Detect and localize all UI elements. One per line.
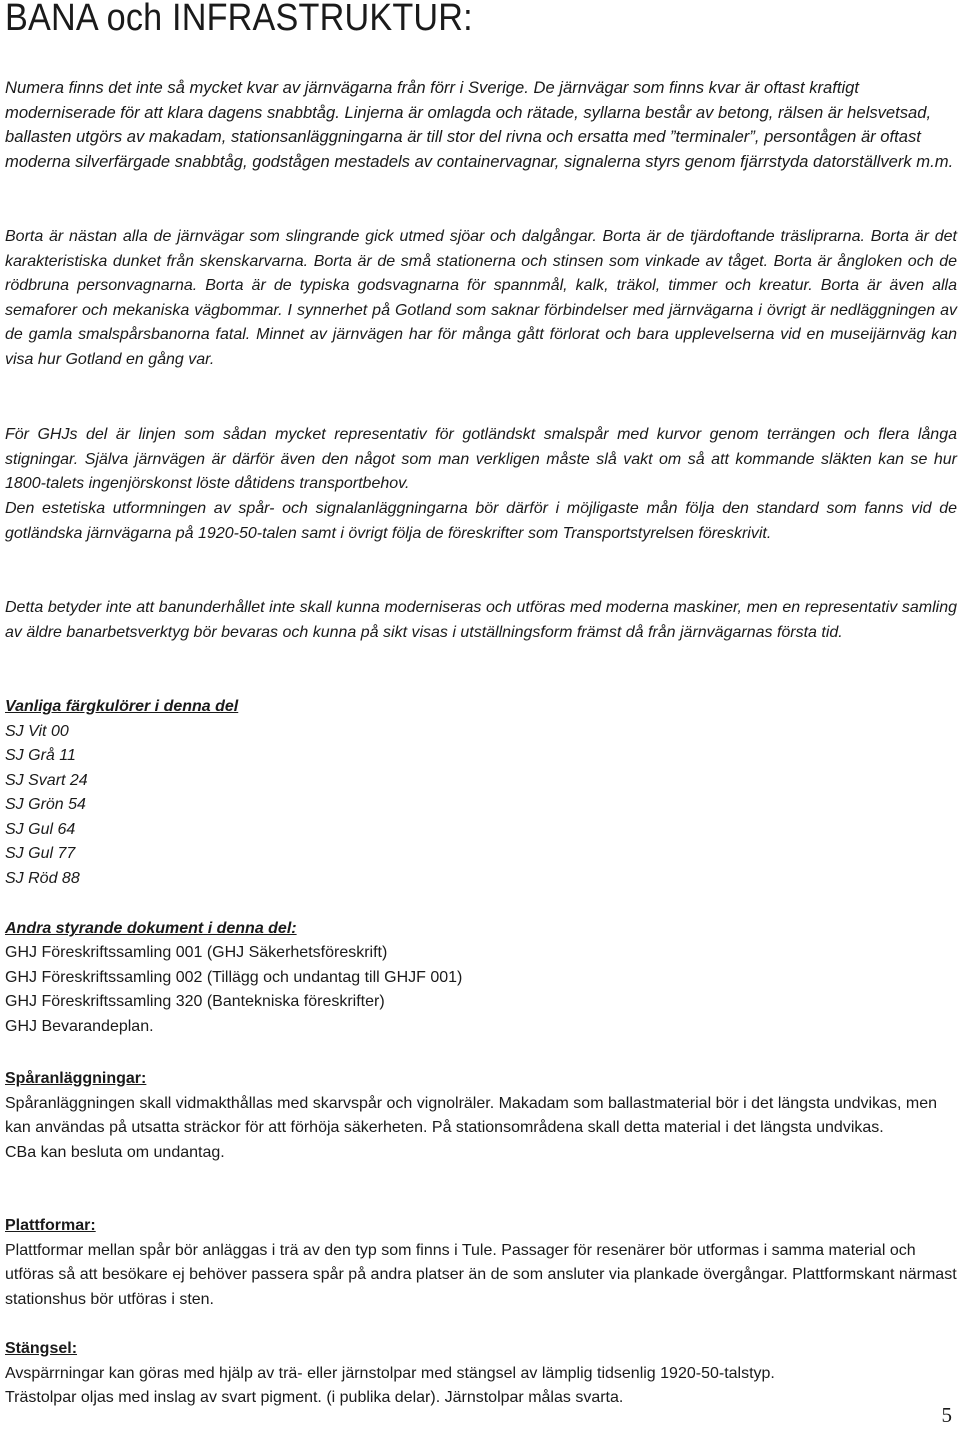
spar-heading: Spåranläggningar: [5, 1070, 147, 1087]
page-number: 5 [941, 1403, 952, 1427]
stangsel-heading: Stängsel: [5, 1340, 78, 1357]
spar-text: Spåranläggningen skall vidmakthållas med skarvspår och vignolräler. Makadam som ballastmaterial bör i det längsta undvikas, men kan användas på utsatta sträckor för att förhöja säkerheten. På stationsområdena skall detta material i det längsta undvikas. [5, 1094, 938, 1136]
ghj-paragraph-1: För GHJs del är linjen som sådan mycket representativ för gotländskt smalspår med kurvor genom terrängen och flera långa stigningar. Själva järnvägen är därför även den något som man verkligen måste slå vakt om så att kommande släkten kan se hur 1800-talets ingenjörskonst löste dåtidens transportbehov. [5, 426, 957, 492]
borta-paragraph: Borta är nästan alla de järnvägar som slingrande gick utmed sjöar och dalgångar. Borta är de tjärdoftande träsliprarna. Borta är det karakteristiska dunket från skenskarvarna. Borta är de små stationerna och stinsen som vinkade av tåget. Borta är ångloken och de rödbruna personvagnarna. Borta är de typiska godsvagnarna för spannmål, kalk, träkol, timmer och kreatur. Borta är även alla semaforer och mekaniska vägbommar. I synnerhet på Gotland som saknar förbindelser med järnvägarna i övrigt är nedläggningen av de gamla smalspårsbanorna fatal. Minnet av järnvägen har för många gått förlorat och bara upplevelserna vid en museijärnväg kan visa hur Gotland en gång var. [5, 228, 957, 368]
color-item: SJ Gul 64 [5, 820, 76, 838]
color-item: SJ Röd 88 [5, 869, 80, 887]
documents-heading: Andra styrande dokument i denna del: [5, 920, 297, 937]
stangsel-section [5, 1337, 957, 1411]
detta-paragraph: Detta betyder inte att banunderhållet inte skall kunna moderniseras och utföras med moderna maskiner, men en representativ samling av äldre banarbetsverktyg bör bevaras och kunna på sikt visas i utställningsform främst då från järnvägarnas första tid. [5, 599, 957, 641]
document-item: GHJ Föreskriftssamling 002 (Tillägg och undantag till GHJF 001) [5, 968, 463, 986]
stangsel-text-2: Trästolpar oljas med inslag av svart pigment. (i publika delar). Järnstolpar målas svarta. [5, 1389, 624, 1406]
stangsel-text: Avspärrningar kan göras med hjälp av trä- eller järnstolpar med stängsel av lämplig tidsenlig 1920-50-talstyp. [5, 1364, 775, 1382]
plattformar-text: Plattformar mellan spår bör anläggas i trä av den typ som finns i Tule. Passager för resenärer bör utformas i samma material och utföras så att besökare ej behöver passera spår på andra platser än de som ansluter via plankade övergångar. Plattformskant närmast stationshus bör utföras i sten. [5, 1241, 957, 1308]
color-list-heading: Vanliga färgkulörer i denna del [5, 698, 239, 715]
ghj-paragraph-2: Den estetiska utformningen av spår- och signalanläggningarna bör därför i möjligaste mån följa den standard som fanns vid de gotländska järnvägarna på 1920-50-talen samt i övrigt följa de föreskrifter som Transportstyrelsen föreskrivit. [5, 500, 957, 542]
plattformar-section [5, 1214, 957, 1312]
spar-text-2: CBa kan besluta om undantag. [5, 1143, 225, 1161]
color-item: SJ Grön 54 [5, 796, 86, 813]
intro-paragraph: Numera finns det inte så mycket kvar av järnvägarna från förr i Sverige. De järnvägar som finns kvar är oftast kraftigt moderniserade för att klara dagens snabbtåg. Linjerna är omlagda och rätade, syllarna består av betong, rälsen är helsvetsad, ballasten utgörs av makadam, stationsanläggningarna är till stor del rivna och ersatta med ”terminaler”, persontågen är oftast moderna silverfärgade snabbtåg, godstågen mestadels av containervagnar, signalerna styrs genom fjärrstyda datorställverk m.m. [5, 78, 954, 171]
document-item: GHJ Bevarandeplan. [5, 1017, 154, 1035]
color-item: SJ Grå 11 [5, 747, 76, 764]
color-item: SJ Vit 00 [5, 722, 69, 740]
documents-list [5, 941, 957, 1039]
document-item: GHJ Föreskriftssamling 320 (Bantekniska föreskrifter) [5, 993, 385, 1010]
color-item: SJ Svart 24 [5, 771, 88, 789]
plattformar-heading: Plattformar: [5, 1217, 96, 1234]
color-item: SJ Gul 77 [5, 845, 76, 862]
documents-section [5, 917, 957, 942]
page-title: BANA och INFRASTRUKTUR: [5, 0, 473, 39]
document-item: GHJ Föreskriftssamling 001 (GHJ Säkerhetsföreskrift) [5, 944, 388, 961]
spar-section [5, 1067, 957, 1165]
color-list [5, 695, 957, 891]
